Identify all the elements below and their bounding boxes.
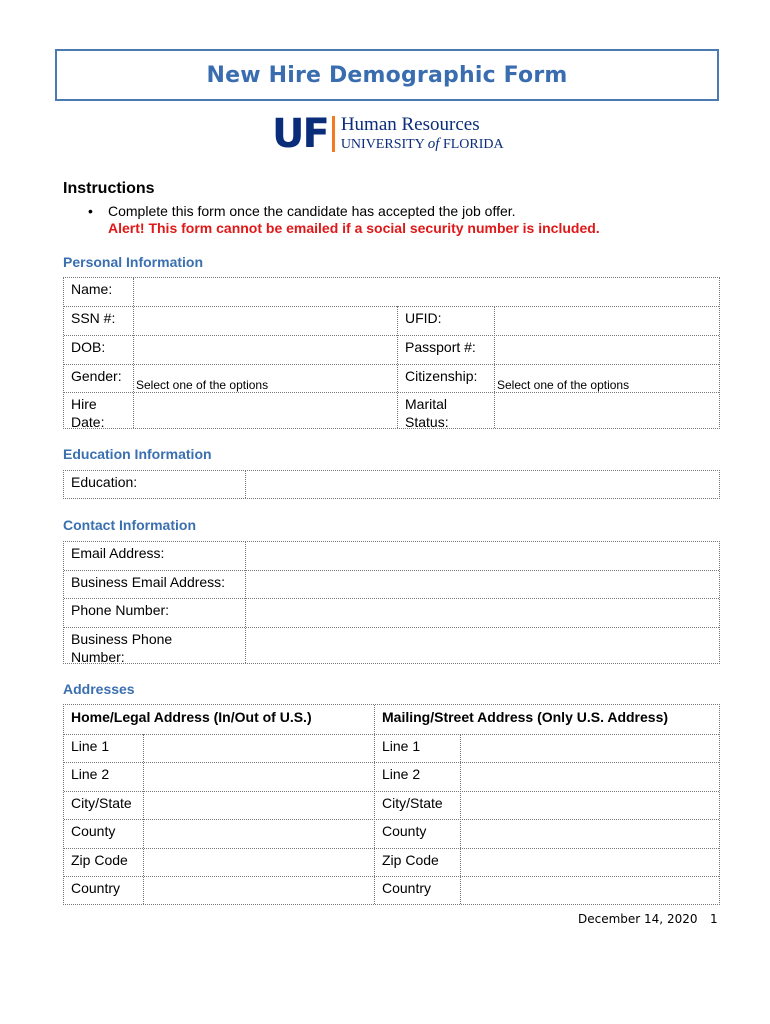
instructions-heading: Instructions (63, 180, 155, 197)
mailing-line2-field[interactable] (461, 763, 720, 791)
personal-info-table (63, 277, 720, 429)
contact-info-heading: Contact Information (63, 517, 196, 533)
ufid-label: UFID: (405, 310, 442, 326)
addresses-heading: Addresses (63, 681, 135, 697)
home-country-label: Country (71, 880, 121, 896)
dob-field[interactable] (134, 336, 397, 364)
business-email-label: Business Email Address: (71, 574, 226, 590)
phone-label: Phone Number: (71, 602, 170, 618)
page-number: 1 (710, 912, 718, 926)
marital-status-field[interactable] (495, 393, 720, 429)
citizenship-select[interactable]: Select one of the options (497, 378, 630, 392)
home-zip-label: Zip Code (71, 852, 128, 868)
mailing-county-field[interactable] (461, 820, 720, 848)
home-zip-field[interactable] (144, 849, 374, 876)
instruction-text: Complete this form once the candidate has accepted the job offer. (108, 203, 516, 219)
email-label: Email Address: (71, 545, 165, 561)
mailing-city-state-field[interactable] (461, 792, 720, 819)
education-field[interactable] (246, 471, 720, 499)
mailing-address-header: Mailing/Street Address (Only U.S. Address) (382, 709, 669, 725)
home-line1-label: Line 1 (71, 738, 110, 754)
name-label: Name: (71, 281, 113, 297)
education-info-table (63, 470, 720, 499)
gender-select[interactable]: Select one of the options (136, 378, 269, 392)
logo-mark: UF (272, 111, 328, 157)
citizenship-label: Citizenship: (405, 368, 478, 384)
addresses-table (63, 704, 720, 905)
mailing-county-label: County (382, 823, 427, 839)
home-city-state-label: City/State (71, 795, 132, 811)
mailing-country-field[interactable] (461, 877, 720, 905)
education-label: Education: (71, 474, 138, 490)
mailing-line1-field[interactable] (461, 735, 720, 762)
bullet-icon: • (88, 203, 93, 219)
name-field[interactable] (134, 278, 720, 306)
business-phone-label: Business Phone Number: (71, 631, 173, 665)
passport-label: Passport #: (405, 339, 476, 355)
home-line1-field[interactable] (144, 735, 374, 762)
ssn-label: SSN #: (71, 310, 116, 326)
home-address-header: Home/Legal Address (In/Out of U.S.) (71, 709, 312, 725)
home-county-field[interactable] (144, 820, 374, 848)
home-city-state-field[interactable] (144, 792, 374, 819)
mailing-zip-label: Zip Code (382, 852, 439, 868)
contact-info-table (63, 541, 720, 664)
logo-line2: UNIVERSITY of FLORIDA (340, 135, 504, 152)
home-country-field[interactable] (144, 877, 374, 905)
hire-date-field[interactable] (134, 393, 397, 429)
mailing-country-label: Country (382, 880, 432, 896)
marital-status-label: Marital Status: (405, 396, 449, 430)
mailing-line2-label: Line 2 (382, 766, 421, 782)
business-email-field[interactable] (246, 571, 720, 598)
logo-line1: Human Resources (340, 113, 480, 135)
phone-field[interactable] (246, 599, 720, 627)
uf-hr-logo (272, 111, 504, 157)
mailing-zip-field[interactable] (461, 849, 720, 876)
mailing-line1-label: Line 1 (382, 738, 421, 754)
email-field[interactable] (246, 542, 720, 570)
education-info-heading: Education Information (63, 446, 212, 462)
logo-divider (332, 116, 335, 152)
business-phone-field[interactable] (246, 628, 720, 664)
home-line2-field[interactable] (144, 763, 374, 791)
form-title-box (55, 49, 719, 101)
home-line2-label: Line 2 (71, 766, 110, 782)
ssn-field[interactable] (134, 307, 397, 335)
hire-date-label: Hire Date: (71, 396, 105, 430)
passport-field[interactable] (495, 336, 720, 364)
gender-label: Gender: (71, 368, 122, 384)
ufid-field[interactable] (495, 307, 720, 335)
footer-date: December 14, 2020 (578, 912, 698, 926)
personal-info-heading: Personal Information (63, 254, 204, 270)
home-county-label: County (71, 823, 116, 839)
dob-label: DOB: (71, 339, 106, 355)
form-title: New Hire Demographic Form (206, 62, 568, 88)
alert-text: Alert! This form cannot be emailed if a social security number is included. (108, 220, 600, 236)
mailing-city-state-label: City/State (382, 795, 443, 811)
